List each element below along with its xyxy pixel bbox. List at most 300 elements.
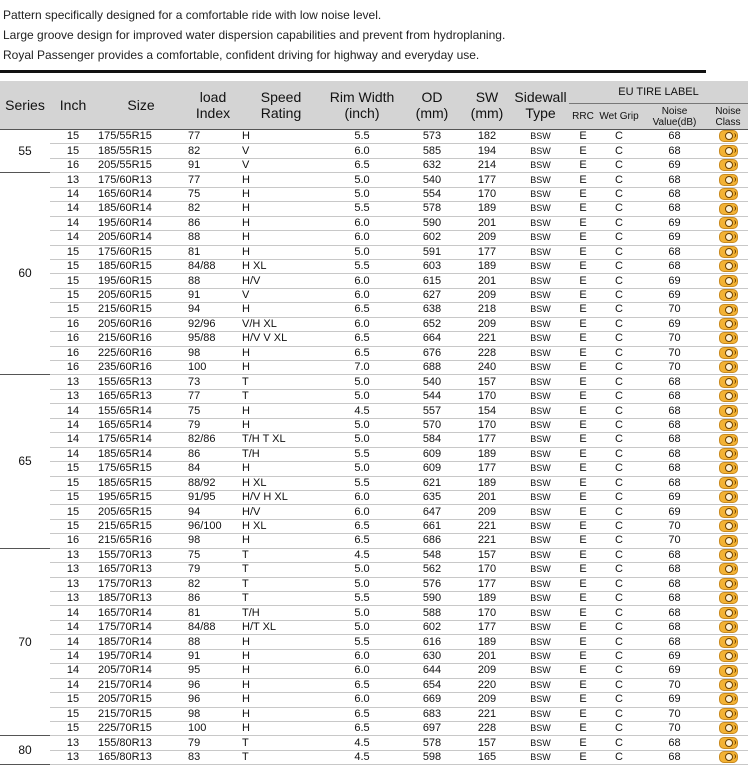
speed-rating-cell: T	[240, 736, 322, 750]
wet-grip-cell: C	[597, 303, 641, 317]
sidewall-cell: BSW	[512, 245, 569, 259]
wet-grip-cell: C	[597, 476, 641, 490]
sw-cell: 221	[462, 707, 512, 721]
noise-class-badge-icon	[719, 145, 738, 157]
od-cell: 578	[402, 202, 462, 216]
sw-cell: 189	[462, 476, 512, 490]
sw-cell: 177	[462, 433, 512, 447]
noise-class-badge-icon	[719, 549, 738, 561]
noise-value-cell: 68	[641, 635, 708, 649]
sidewall-cell: BSW	[512, 346, 569, 360]
sidewall-cell: BSW	[512, 577, 569, 591]
noise-class-badge-icon	[719, 665, 738, 677]
inch-cell: 15	[50, 130, 96, 144]
noise-class-cell	[708, 678, 748, 692]
noise-class-cell	[708, 144, 748, 158]
speed-rating-cell: H	[240, 418, 322, 432]
inch-cell: 13	[50, 375, 96, 389]
sidewall-cell: BSW	[512, 332, 569, 346]
header-series: Series	[0, 81, 50, 130]
table-row	[0, 288, 748, 302]
rim-width-cell: 6.5	[322, 346, 402, 360]
size-cell: 165/60R14	[96, 187, 186, 201]
rim-width-cell: 5.0	[322, 563, 402, 577]
size-cell: 165/70R13	[96, 563, 186, 577]
noise-value-cell: 68	[641, 259, 708, 273]
od-cell: 603	[402, 259, 462, 273]
table-row	[0, 606, 748, 620]
od-cell: 686	[402, 534, 462, 548]
noise-value-cell: 70	[641, 303, 708, 317]
rim-width-cell: 5.0	[322, 620, 402, 634]
load-index-cell: 91	[186, 649, 240, 663]
od-cell: 590	[402, 592, 462, 606]
intro-line-1: Pattern specifically designed for a comfortable ride with low noise level.	[3, 8, 382, 22]
sw-cell: 214	[462, 158, 512, 172]
rrc-cell: E	[569, 346, 597, 360]
sidewall-cell: BSW	[512, 404, 569, 418]
od-cell: 588	[402, 606, 462, 620]
sidewall-cell: BSW	[512, 418, 569, 432]
inch-cell: 13	[50, 592, 96, 606]
inch-cell: 14	[50, 231, 96, 245]
speed-rating-cell: H	[240, 202, 322, 216]
load-index-cell: 94	[186, 505, 240, 519]
noise-class-cell	[708, 635, 748, 649]
rim-width-cell: 5.5	[322, 202, 402, 216]
size-cell: 185/55R15	[96, 144, 186, 158]
rrc-cell: E	[569, 332, 597, 346]
load-index-cell: 100	[186, 361, 240, 375]
noise-class-badge-icon	[719, 289, 738, 301]
header-eu-tire-label: EU TIRE LABEL	[569, 81, 748, 104]
load-index-cell: 79	[186, 418, 240, 432]
noise-class-cell	[708, 620, 748, 634]
load-index-cell: 92/96	[186, 317, 240, 331]
size-cell: 175/70R14	[96, 620, 186, 634]
series-cell: 80	[0, 736, 50, 765]
noise-class-cell	[708, 288, 748, 302]
load-index-cell: 88/92	[186, 476, 240, 490]
od-cell: 590	[402, 216, 462, 230]
od-cell: 615	[402, 274, 462, 288]
sw-cell: 165	[462, 750, 512, 764]
noise-value-cell: 68	[641, 736, 708, 750]
rim-width-cell: 6.0	[322, 693, 402, 707]
speed-rating-cell: H/V	[240, 274, 322, 288]
rim-width-cell: 6.0	[322, 317, 402, 331]
table-row	[0, 750, 748, 764]
speed-rating-cell: H	[240, 187, 322, 201]
noise-class-cell	[708, 750, 748, 764]
speed-rating-cell: H	[240, 678, 322, 692]
noise-class-cell	[708, 736, 748, 750]
sw-cell: 221	[462, 332, 512, 346]
inch-cell: 13	[50, 389, 96, 403]
noise-class-badge-icon	[719, 332, 738, 344]
noise-value-cell: 68	[641, 548, 708, 562]
rrc-cell: E	[569, 750, 597, 764]
table-row	[0, 173, 748, 187]
noise-class-badge-icon	[719, 246, 738, 258]
sw-cell: 170	[462, 418, 512, 432]
noise-value-cell: 68	[641, 202, 708, 216]
inch-cell: 16	[50, 158, 96, 172]
size-cell: 205/70R15	[96, 693, 186, 707]
noise-value-cell: 68	[641, 447, 708, 461]
table-row	[0, 678, 748, 692]
inch-cell: 15	[50, 721, 96, 735]
noise-class-cell	[708, 606, 748, 620]
noise-class-badge-icon	[719, 390, 738, 402]
inch-cell: 13	[50, 173, 96, 187]
wet-grip-cell: C	[597, 389, 641, 403]
noise-class-badge-icon	[719, 520, 738, 532]
inch-cell: 14	[50, 620, 96, 634]
rrc-cell: E	[569, 620, 597, 634]
sw-cell: 221	[462, 534, 512, 548]
noise-value-cell: 69	[641, 216, 708, 230]
rim-width-cell: 6.5	[322, 707, 402, 721]
noise-value-cell: 68	[641, 433, 708, 447]
noise-class-cell	[708, 173, 748, 187]
rim-width-cell: 5.5	[322, 635, 402, 649]
sw-cell: 228	[462, 721, 512, 735]
sw-cell: 157	[462, 736, 512, 750]
table-row	[0, 216, 748, 230]
od-cell: 638	[402, 303, 462, 317]
size-cell: 175/60R13	[96, 173, 186, 187]
speed-rating-cell: T	[240, 563, 322, 577]
rrc-cell: E	[569, 490, 597, 504]
wet-grip-cell: C	[597, 664, 641, 678]
load-index-cell: 82	[186, 577, 240, 591]
noise-value-cell: 70	[641, 534, 708, 548]
sidewall-cell: BSW	[512, 635, 569, 649]
speed-rating-cell: H/V	[240, 505, 322, 519]
header-speed-rating-line2: Rating	[260, 105, 302, 121]
inch-cell: 15	[50, 693, 96, 707]
inch-cell: 14	[50, 649, 96, 663]
header-sidewall-line1: Sidewall	[514, 89, 567, 105]
sw-cell: 170	[462, 187, 512, 201]
series-cell: 60	[0, 173, 50, 375]
rrc-cell: E	[569, 288, 597, 302]
speed-rating-cell: T/H	[240, 447, 322, 461]
inch-cell: 13	[50, 750, 96, 764]
speed-rating-cell: H	[240, 404, 322, 418]
rim-width-cell: 5.0	[322, 245, 402, 259]
table-row	[0, 361, 748, 375]
speed-rating-cell: H	[240, 721, 322, 735]
intro-text	[3, 5, 703, 65]
wet-grip-cell: C	[597, 490, 641, 504]
rim-width-cell: 6.0	[322, 231, 402, 245]
header-noise-value	[641, 104, 708, 130]
noise-class-badge-icon	[719, 203, 738, 215]
rrc-cell: E	[569, 606, 597, 620]
rrc-cell: E	[569, 274, 597, 288]
header-od	[402, 81, 462, 130]
rrc-cell: E	[569, 736, 597, 750]
rim-width-cell: 4.5	[322, 404, 402, 418]
load-index-cell: 96	[186, 678, 240, 692]
sidewall-cell: BSW	[512, 592, 569, 606]
rrc-cell: E	[569, 592, 597, 606]
noise-class-badge-icon	[719, 737, 738, 749]
rrc-cell: E	[569, 317, 597, 331]
od-cell: 630	[402, 649, 462, 663]
sidewall-cell: BSW	[512, 620, 569, 634]
od-cell: 697	[402, 721, 462, 735]
load-index-cell: 82/86	[186, 433, 240, 447]
sw-cell: 194	[462, 144, 512, 158]
header-load-index-line1: load	[199, 89, 227, 105]
noise-class-badge-icon	[719, 304, 738, 316]
noise-class-badge-icon	[719, 506, 738, 518]
inch-cell: 14	[50, 635, 96, 649]
sw-cell: 209	[462, 231, 512, 245]
wet-grip-cell: C	[597, 346, 641, 360]
wet-grip-cell: C	[597, 649, 641, 663]
od-cell: 591	[402, 245, 462, 259]
wet-grip-cell: C	[597, 288, 641, 302]
noise-class-badge-icon	[719, 491, 738, 503]
rrc-cell: E	[569, 375, 597, 389]
rrc-cell: E	[569, 259, 597, 273]
header-noise-class-line1: Noise	[715, 105, 741, 117]
series-cell: 70	[0, 548, 50, 736]
speed-rating-cell: H	[240, 361, 322, 375]
inch-cell: 15	[50, 259, 96, 273]
rim-width-cell: 6.5	[322, 678, 402, 692]
size-cell: 165/70R14	[96, 606, 186, 620]
sw-cell: 189	[462, 447, 512, 461]
inch-cell: 14	[50, 664, 96, 678]
noise-value-cell: 70	[641, 721, 708, 735]
speed-rating-cell: H	[240, 534, 322, 548]
noise-class-cell	[708, 418, 748, 432]
sw-cell: 209	[462, 288, 512, 302]
rrc-cell: E	[569, 693, 597, 707]
noise-class-cell	[708, 548, 748, 562]
rrc-cell: E	[569, 158, 597, 172]
sw-cell: 157	[462, 548, 512, 562]
noise-class-cell	[708, 202, 748, 216]
speed-rating-cell: H XL	[240, 259, 322, 273]
noise-class-cell	[708, 317, 748, 331]
wet-grip-cell: C	[597, 216, 641, 230]
sidewall-cell: BSW	[512, 187, 569, 201]
speed-rating-cell: H	[240, 173, 322, 187]
speed-rating-cell: V	[240, 288, 322, 302]
od-cell: 616	[402, 635, 462, 649]
speed-rating-cell: T	[240, 592, 322, 606]
load-index-cell: 73	[186, 375, 240, 389]
sidewall-cell: BSW	[512, 158, 569, 172]
sidewall-cell: BSW	[512, 519, 569, 533]
sw-cell: 189	[462, 635, 512, 649]
header-sw-line1: SW	[475, 89, 499, 105]
table-row	[0, 433, 748, 447]
noise-class-badge-icon	[719, 318, 738, 330]
speed-rating-cell: V/H XL	[240, 317, 322, 331]
noise-class-cell	[708, 231, 748, 245]
speed-rating-cell: T	[240, 750, 322, 764]
wet-grip-cell: C	[597, 707, 641, 721]
size-cell: 175/60R15	[96, 245, 186, 259]
load-index-cell: 100	[186, 721, 240, 735]
header-noise-class-line2: Class	[715, 116, 741, 128]
od-cell: 576	[402, 577, 462, 591]
inch-cell: 16	[50, 346, 96, 360]
header-load-index-line2: Index	[195, 105, 231, 121]
noise-class-cell	[708, 274, 748, 288]
rim-width-cell: 6.5	[322, 332, 402, 346]
noise-class-badge-icon	[719, 419, 738, 431]
noise-class-badge-icon	[719, 708, 738, 720]
rrc-cell: E	[569, 173, 597, 187]
rim-width-cell: 5.5	[322, 476, 402, 490]
noise-class-cell	[708, 476, 748, 490]
rim-width-cell: 6.5	[322, 534, 402, 548]
noise-value-cell: 70	[641, 332, 708, 346]
noise-value-cell: 68	[641, 144, 708, 158]
load-index-cell: 82	[186, 202, 240, 216]
speed-rating-cell: T/H	[240, 606, 322, 620]
wet-grip-cell: C	[597, 144, 641, 158]
noise-class-cell	[708, 303, 748, 317]
noise-class-badge-icon	[719, 434, 738, 446]
wet-grip-cell: C	[597, 563, 641, 577]
sidewall-cell: BSW	[512, 490, 569, 504]
sw-cell: 220	[462, 678, 512, 692]
noise-class-badge-icon	[719, 636, 738, 648]
noise-value-cell: 69	[641, 693, 708, 707]
wet-grip-cell: C	[597, 447, 641, 461]
noise-value-cell: 68	[641, 418, 708, 432]
sw-cell: 177	[462, 462, 512, 476]
rrc-cell: E	[569, 534, 597, 548]
table-row	[0, 548, 748, 562]
rim-width-cell: 4.5	[322, 750, 402, 764]
wet-grip-cell: C	[597, 592, 641, 606]
header-rim-width-line2: (inch)	[344, 105, 380, 121]
wet-grip-cell: C	[597, 317, 641, 331]
noise-class-badge-icon	[719, 376, 738, 388]
od-cell: 602	[402, 231, 462, 245]
load-index-cell: 95/88	[186, 332, 240, 346]
inch-cell: 14	[50, 606, 96, 620]
rim-width-cell: 4.5	[322, 736, 402, 750]
noise-value-cell: 70	[641, 678, 708, 692]
noise-class-badge-icon	[719, 607, 738, 619]
sidewall-cell: BSW	[512, 433, 569, 447]
rim-width-cell: 6.5	[322, 303, 402, 317]
sidewall-cell: BSW	[512, 721, 569, 735]
sw-cell: 228	[462, 346, 512, 360]
table-row	[0, 721, 748, 735]
table-row	[0, 346, 748, 360]
table-row	[0, 707, 748, 721]
noise-value-cell: 70	[641, 707, 708, 721]
sw-cell: 209	[462, 664, 512, 678]
size-cell: 155/65R14	[96, 404, 186, 418]
noise-class-cell	[708, 664, 748, 678]
noise-class-cell	[708, 649, 748, 663]
noise-class-cell	[708, 693, 748, 707]
sidewall-cell: BSW	[512, 303, 569, 317]
sw-cell: 209	[462, 693, 512, 707]
table-row	[0, 259, 748, 273]
size-cell: 205/65R15	[96, 505, 186, 519]
sw-cell: 189	[462, 259, 512, 273]
speed-rating-cell: H/T XL	[240, 620, 322, 634]
speed-rating-cell: T	[240, 389, 322, 403]
noise-class-cell	[708, 433, 748, 447]
noise-class-cell	[708, 389, 748, 403]
sw-cell: 209	[462, 317, 512, 331]
size-cell: 175/70R13	[96, 577, 186, 591]
table-row	[0, 736, 748, 750]
wet-grip-cell: C	[597, 231, 641, 245]
table-row	[0, 202, 748, 216]
inch-cell: 14	[50, 216, 96, 230]
noise-class-cell	[708, 490, 748, 504]
wet-grip-cell: C	[597, 620, 641, 634]
rim-width-cell: 6.5	[322, 519, 402, 533]
table-row	[0, 693, 748, 707]
inch-cell: 15	[50, 476, 96, 490]
noise-class-badge-icon	[719, 563, 738, 575]
size-cell: 195/60R15	[96, 274, 186, 288]
od-cell: 635	[402, 490, 462, 504]
sw-cell: 177	[462, 577, 512, 591]
load-index-cell: 98	[186, 707, 240, 721]
table-row	[0, 664, 748, 678]
load-index-cell: 82	[186, 144, 240, 158]
wet-grip-cell: C	[597, 375, 641, 389]
od-cell: 609	[402, 462, 462, 476]
load-index-cell: 94	[186, 303, 240, 317]
noise-class-cell	[708, 158, 748, 172]
wet-grip-cell: C	[597, 635, 641, 649]
inch-cell: 15	[50, 303, 96, 317]
sidewall-cell: BSW	[512, 664, 569, 678]
noise-value-cell: 68	[641, 563, 708, 577]
header-noise-class	[708, 104, 748, 130]
load-index-cell: 98	[186, 534, 240, 548]
load-index-cell: 95	[186, 664, 240, 678]
rrc-cell: E	[569, 130, 597, 144]
rrc-cell: E	[569, 404, 597, 418]
inch-cell: 14	[50, 678, 96, 692]
size-cell: 175/55R15	[96, 130, 186, 144]
size-cell: 175/65R14	[96, 433, 186, 447]
speed-rating-cell: T	[240, 375, 322, 389]
wet-grip-cell: C	[597, 577, 641, 591]
rim-width-cell: 6.0	[322, 144, 402, 158]
table-row	[0, 389, 748, 403]
inch-cell: 16	[50, 361, 96, 375]
inch-cell: 15	[50, 274, 96, 288]
noise-value-cell: 68	[641, 173, 708, 187]
load-index-cell: 98	[186, 346, 240, 360]
table-row	[0, 476, 748, 490]
rim-width-cell: 6.0	[322, 490, 402, 504]
table-body	[0, 130, 748, 765]
speed-rating-cell: H	[240, 231, 322, 245]
